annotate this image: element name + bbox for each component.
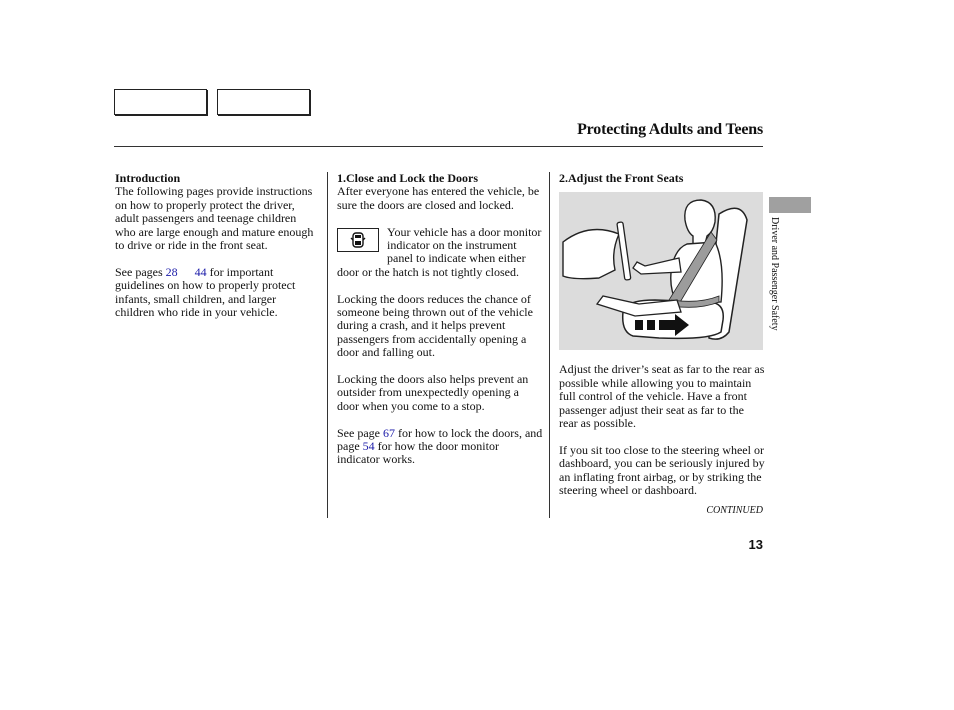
adjust-seats-heading: 2.Adjust the Front Seats xyxy=(559,171,684,185)
column-introduction xyxy=(115,172,315,333)
adjust-seats-text: Adjust the driver’s seat as far to the rear as possible while allowing you to maintain full control of the vehicle. Have a front passenger adjust their seat as far to the rear as possible. xyxy=(559,362,765,431)
driver-seat-adjust-illustration xyxy=(559,192,763,350)
door-monitor-icon xyxy=(337,228,379,252)
introduction-heading: Introduction xyxy=(115,171,181,185)
too-close-warning-text: If you sit too close to the steering wheel or dashboard, you can be seriously injured by an inflating front airbag, or by striking the steering wheel or dashboard. xyxy=(559,442,765,498)
page-link-54[interactable]: 54 xyxy=(362,439,375,454)
page-link-67[interactable]: 67 xyxy=(382,425,395,440)
column-divider xyxy=(327,172,328,518)
introduction-see-pages: See pages 28 44 for important guidelines on how to properly protect infants, small children, and larger children who ride in your vehicle. xyxy=(115,264,296,320)
section-side-label: Driver and Passenger Safety xyxy=(769,217,780,331)
page-link-44[interactable]: 44 xyxy=(194,264,207,279)
page-number: 13 xyxy=(748,537,763,552)
page-link-28[interactable]: 28 xyxy=(165,264,178,279)
page-title: Protecting Adults and Teens xyxy=(577,121,763,138)
locking-reduces-text: Locking the doors reduces the chance of someone being thrown out of the vehicle during a crash, and it helps prevent passengers from accidentally opening a door and falling out. xyxy=(337,291,533,360)
close-lock-text: After everyone has entered the vehicle, be sure the doors are closed and locked. xyxy=(337,184,540,212)
nav-main-menu-button[interactable] xyxy=(114,89,207,115)
title-rule xyxy=(114,146,763,147)
section-tab xyxy=(769,197,811,213)
locking-prevents-text: Locking the doors also helps prevent an outsider from unexpectedly opening a door when you come to a stop. xyxy=(337,372,529,413)
column-divider xyxy=(549,172,550,518)
door-indicator-row xyxy=(337,226,543,280)
column-close-lock-doors xyxy=(337,172,543,480)
door-indicator-text: Your vehicle has a door monitor indicator on the instrument panel to indicate when either door or the hatch is not tightly closed. xyxy=(337,224,542,279)
close-lock-heading: 1.Close and Lock the Doors xyxy=(337,171,479,185)
introduction-text: The following pages provide instructions on how to properly protect the driver, adult passengers and teenage children who are large enough and mature enough to drive or ride in the front seat. xyxy=(115,184,314,253)
nav-index-button[interactable] xyxy=(217,89,310,115)
close-lock-see-pages: See page 67 for how to lock the doors, and page 54 for how the door monitor indicator works. xyxy=(337,425,543,467)
column-adjust-front-seats xyxy=(559,172,765,511)
continued-label: CONTINUED xyxy=(706,505,763,516)
